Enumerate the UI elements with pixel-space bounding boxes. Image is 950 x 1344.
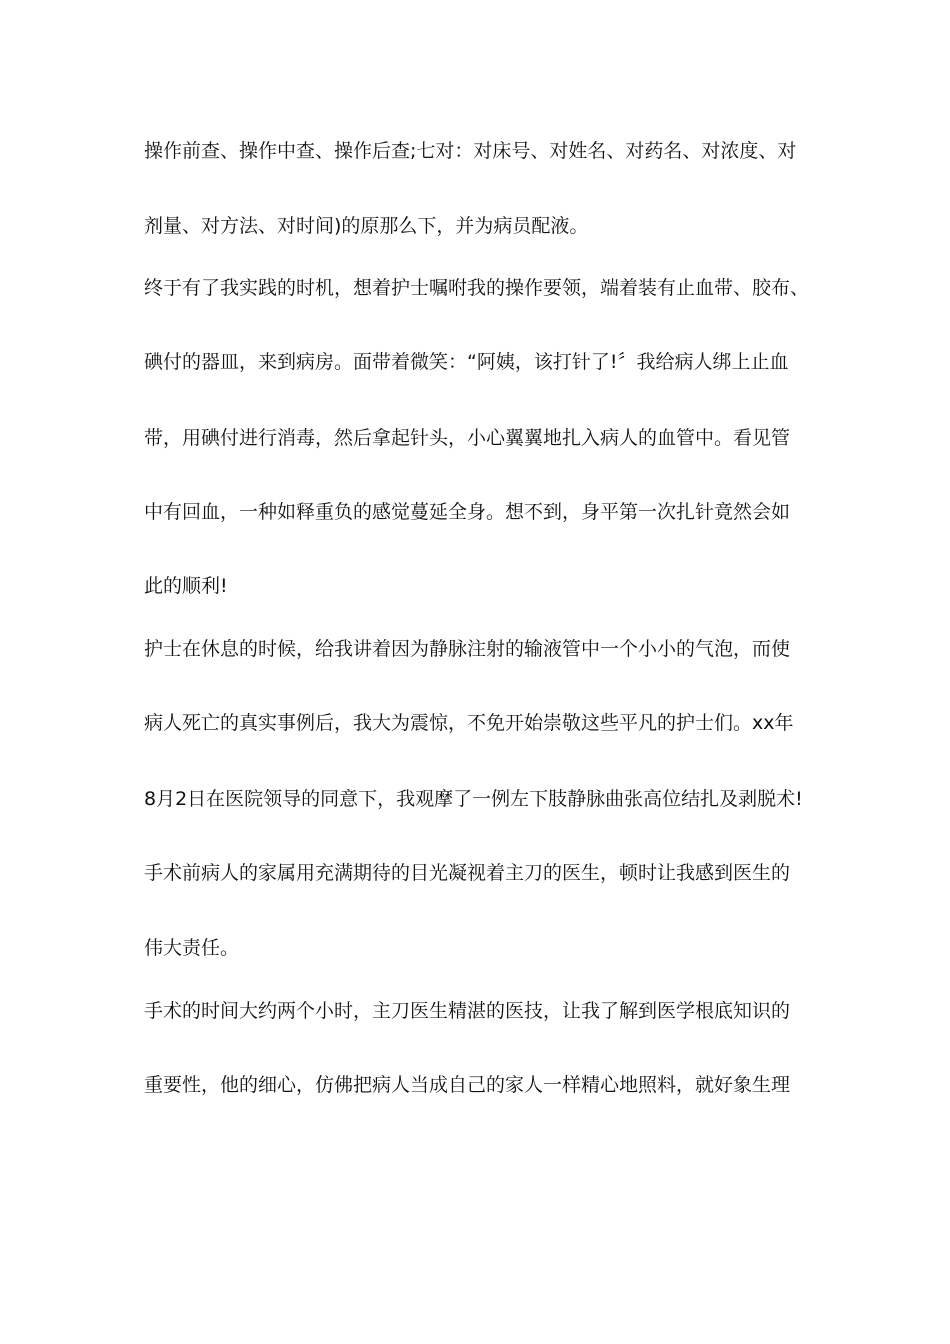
text-line: 碘付的器皿，来到病房。面带着微笑：“阿姨，该打针了!〞我给病人绑上止血 (144, 351, 789, 373)
text-line: 终于有了我实践的时机，想着护士嘱咐我的操作要领，端着装有止血带、胶布、 (144, 277, 810, 299)
text-line: 伟大责任。 (144, 937, 240, 959)
text-line: 中有回血，一种如释重负的感觉蔓延全身。想不到，身平第一次扎针竟然会如 (144, 501, 791, 523)
text-line: 手术的时间大约两个小时，主刀医生精湛的医技，让我了解到医学根底知识的 (144, 1000, 791, 1022)
text-line: 护士在休息的时候，给我讲着因为静脉注射的输液管中一个小小的气泡，而使 (144, 638, 791, 660)
text-line: 带，用碘付进行消毒，然后拿起针头，小心翼翼地扎入病人的血管中。看见管 (144, 427, 791, 449)
text-line: 病人死亡的真实事例后，我大为震惊，不免开始崇敬这些平凡的护士们。xx年 (144, 712, 794, 734)
text-line: 8月2日在医院领导的同意下，我观摩了一例左下肢静脉曲张高位结扎及剥脱术! (144, 788, 803, 810)
text-line: 此的顺利! (144, 575, 228, 597)
text-line: 重要性，他的细心，仿佛把病人当成自己的家人一样精心地照料，就好象生理 (144, 1074, 791, 1096)
text-line: 剂量、对方法、对时间)的原那么下，并为病员配液。 (144, 215, 589, 237)
text-line: 手术前病人的家属用充满期待的目光凝视着主刀的医生，顿时让我感到医生的 (144, 862, 791, 884)
text-line: 操作前查、操作中查、操作后查;七对：对床号、对姓名、对药名、对浓度、对 (144, 140, 797, 162)
